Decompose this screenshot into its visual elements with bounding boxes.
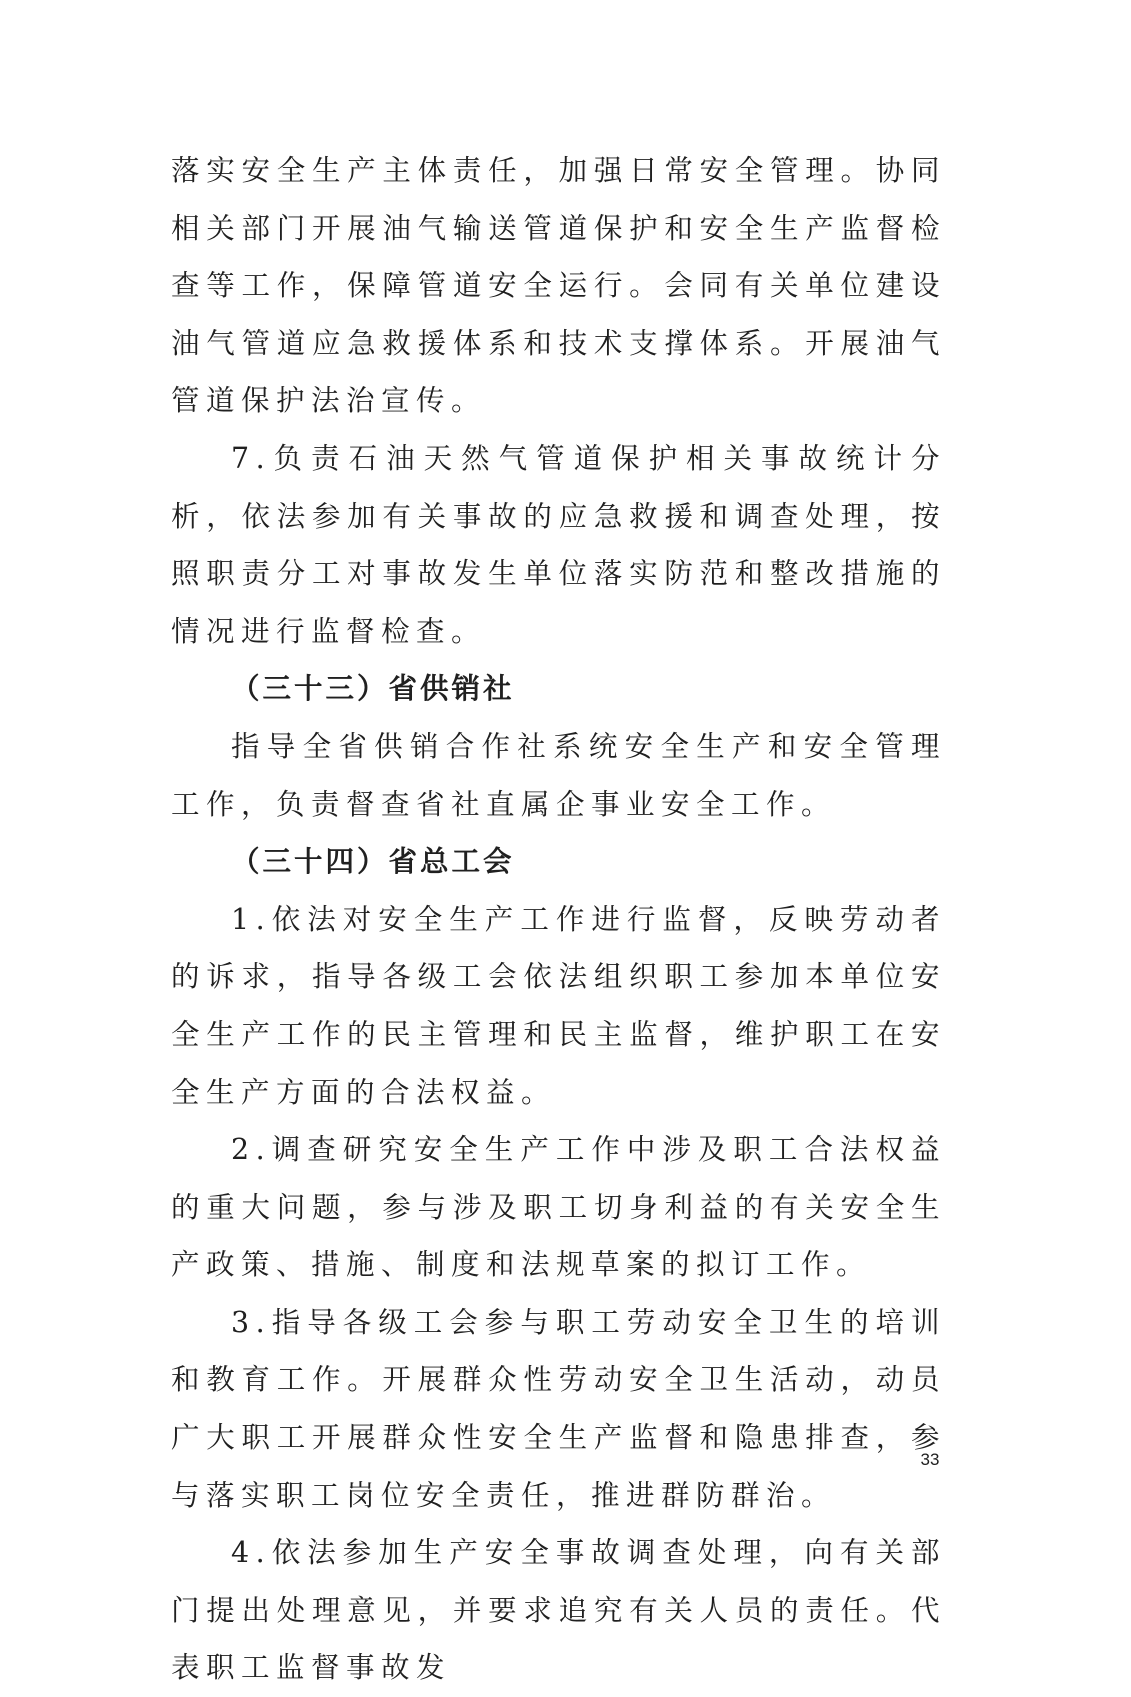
paragraph-item-3: 3.指导各级工会参与职工劳动安全卫生的培训和教育工作。开展群众性劳动安全卫生活动，动员广大职工开展群众性安全生产监督和隐患排查，参与落实职工岗位安全责任，推进群防群治。 (171, 1305, 946, 1512)
paragraph-item-4: 4.依法参加生产安全事故调查处理，向有关部门提出处理意见，并要求追究有关人员的责任。代表职工监督事故发 (171, 1536, 946, 1685)
paragraph-item-7: 7.负责石油天然气管道保护相关事故统计分析，依法参加有关事故的应急救援和调查处理，按照职责分工对事故发生单位落实防范和整改措施的情况进行监督检查。 (171, 441, 946, 648)
page-number: 33 (920, 1450, 940, 1469)
section-heading-33: （三十三）省供销社 (231, 672, 515, 706)
section-heading-34: （三十四）省总工会 (231, 845, 515, 879)
paragraph-continuation: 落实安全生产主体责任，加强日常安全管理。协同相关部门开展油气输送管道保护和安全生产监督检查等工作，保障管道安全运行。会同有关单位建设油气管道应急救援体系和技术支撑体系。开展油气管道保护法治宣传。 (171, 154, 946, 418)
document-body (171, 142, 946, 1697)
paragraph-supply-coop: 指导全省供销合作社系统安全生产和安全管理工作，负责督查省社直属企事业安全工作。 (171, 729, 946, 821)
paragraph-item-1: 1.依法对安全生产工作进行监督，反映劳动者的诉求，指导各级工会依法组织职工参加本单位安全生产工作的民主管理和民主监督，维护职工在安全生产方面的合法权益。 (171, 902, 946, 1109)
paragraph-item-2: 2.调查研究安全生产工作中涉及职工合法权益的重大问题，参与涉及职工切身利益的有关安全生产政策、措施、制度和法规草案的拟订工作。 (171, 1133, 946, 1282)
